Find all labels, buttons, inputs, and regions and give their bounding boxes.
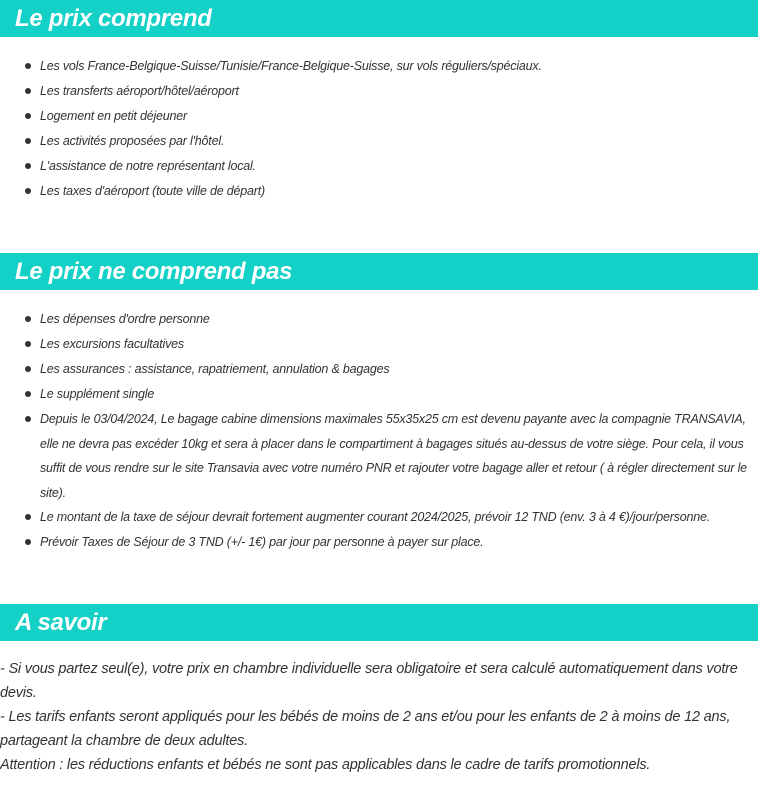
list-item: Les vols France-Belgique-Suisse/Tunisie/France-Belgique-Suisse, sur vols réguliers/spéciaux. bbox=[0, 54, 758, 79]
list-item: Les taxes d'aéroport (toute ville de départ) bbox=[0, 179, 758, 204]
included-list bbox=[0, 54, 758, 204]
list-item: Prévoir Taxes de Séjour de 3 TND (+/- 1€) par jour par personne à payer sur place. bbox=[0, 530, 758, 555]
list-item: Le supplément single bbox=[0, 382, 758, 407]
savoir-line: - Si vous partez seul(e), votre prix en chambre individuelle sera obligatoire et sera calculé automatiquement dans votre devis. bbox=[0, 661, 738, 701]
savoir-title: A savoir bbox=[15, 608, 107, 636]
list-item: Les excursions facultatives bbox=[0, 332, 758, 357]
included-header bbox=[0, 0, 758, 37]
savoir-line: - Les tarifs enfants seront appliqués pour les bébés de moins de 2 ans et/ou pour les enfants de 2 à moins de 12 ans, partageant la chambre de deux adultes. bbox=[0, 709, 731, 749]
list-item: Depuis le 03/04/2024, Le bagage cabine dimensions maximales 55x35x25 cm est devenu payante avec la compagnie TRANSAVIA, elle ne devra pas excéder 10kg et sera à placer dans le compartiment à bagages situés au-dessus de votre siège. Pour cela, il vous suffit de vous rendre sur le site Transavia avec votre numéro PNR et rajouter votre bagage aller et retour ( à régler directement sur le site). bbox=[0, 407, 758, 505]
list-item: Le montant de la taxe de séjour devrait fortement augmenter courant 2024/2025, prévoir 12 TND (env. 3 à 4 €)/jour/personne. bbox=[0, 505, 758, 530]
excluded-title: Le prix ne comprend pas bbox=[15, 257, 293, 285]
list-item: Logement en petit déjeuner bbox=[0, 104, 758, 129]
savoir-header bbox=[0, 604, 758, 641]
savoir-text bbox=[0, 657, 758, 777]
excluded-list bbox=[0, 307, 758, 555]
list-item: Les transferts aéroport/hôtel/aéroport bbox=[0, 79, 758, 104]
list-item: Les activités proposées par l'hôtel. bbox=[0, 129, 758, 154]
list-item: L'assistance de notre représentant local. bbox=[0, 154, 758, 179]
list-item: Les dépenses d'ordre personne bbox=[0, 307, 758, 332]
excluded-header bbox=[0, 253, 758, 290]
list-item: Les assurances : assistance, rapatriement, annulation & bagages bbox=[0, 357, 758, 382]
savoir-line: Attention : les réductions enfants et bébés ne sont pas applicables dans le cadre de tarifs promotionnels. bbox=[0, 757, 651, 773]
included-title: Le prix comprend bbox=[15, 4, 212, 32]
